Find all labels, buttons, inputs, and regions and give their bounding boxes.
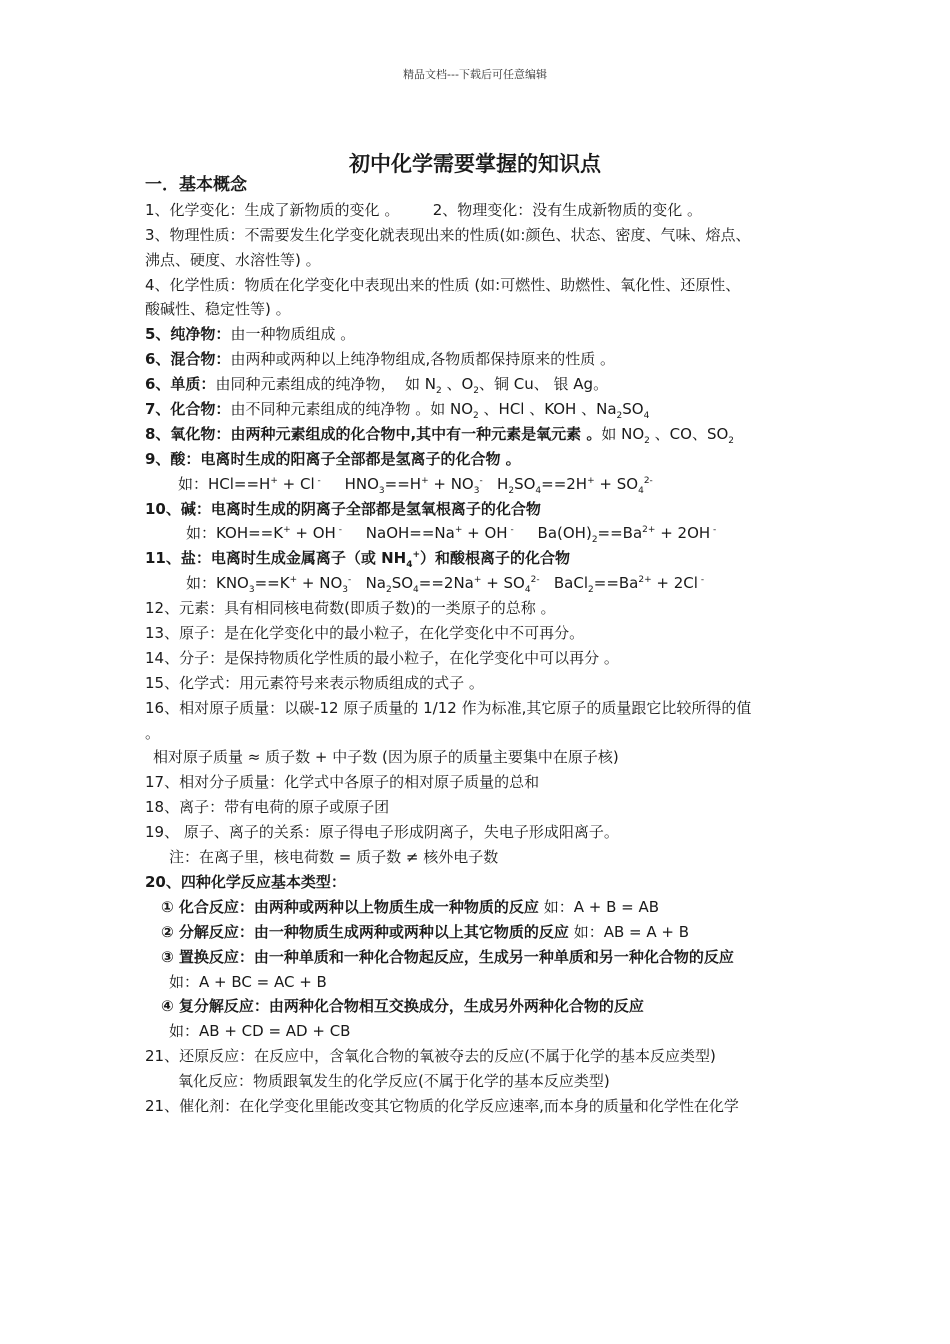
text-line: 12、元素：具有相同核电荷数(即质子数)的一类原子的总称 。 bbox=[145, 599, 556, 618]
text-line: 注：在离子里，核电荷数 = 质子数 ≠ 核外电子数 bbox=[169, 848, 499, 867]
text-line: 1、化学变化：生成了新物质的变化 。 2、物理变化：没有生成新物质的变化 。 bbox=[145, 200, 703, 219]
text-line: ① 化合反应：由两种或两种以上物质生成一种物质的反应 如：A + B = AB bbox=[161, 897, 660, 916]
text-line: 沸点、硬度、水溶性等) 。 bbox=[145, 250, 321, 269]
text-line: 氧化反应：物质跟氧发生的化学反应(不属于化学的基本反应类型) bbox=[178, 1072, 610, 1091]
text-line: 3、物理性质：不需要发生化学变化就表现出来的性质(如:颜色、状态、密度、气味、熔点、 bbox=[145, 225, 751, 244]
text-line: 如：A + BC = AC + B bbox=[169, 972, 327, 991]
document-title: 初中化学需要掌握的知识点 bbox=[349, 152, 601, 176]
text-line: 20、四种化学反应基本类型： bbox=[145, 872, 346, 891]
text-line: 13、原子：是在化学变化中的最小粒子，在化学变化中不可再分。 bbox=[145, 624, 585, 643]
text-line: 21、还原反应：在反应中，含氧化合物的氧被夺去的反应(不属于化学的基本反应类型) bbox=[145, 1047, 716, 1066]
text-line: 酸碱性、稳定性等) 。 bbox=[145, 300, 291, 319]
text-line: 相对原子质量 ≈ 质子数 + 中子数 (因为原子的质量主要集中在原子核) bbox=[153, 748, 619, 767]
text-line: 6、混合物：由两种或两种以上纯净物组成,各物质都保持原来的性质 。 bbox=[145, 350, 615, 369]
text-line: 如：HCl==H+ + Cl - $HNO_3==H^+ + NO_3^-$ $H_2SO_4==2H^+ + SO_4^{2-}$ bbox=[178, 474, 653, 496]
document-body bbox=[145, 173, 815, 1119]
text-line: 19、 原子、离子的关系：原子得电子形成阴离子，失电子形成阳离子。 bbox=[145, 823, 619, 842]
text-line: 5、纯净物：由一种物质组成 。 bbox=[145, 325, 356, 344]
page-header: 精品文档---下载后可任意编辑 bbox=[403, 68, 547, 81]
text-line: 17、相对分子质量：化学式中各原子的相对原子质量的总和 bbox=[145, 773, 540, 792]
text-line: 4、化学性质：物质在化学变化中表现出来的性质 (如:可燃性、助燃性、氧化性、还原性、 bbox=[145, 275, 741, 294]
text-line: 如：$KNO_3==K^+ + NO_3^-$ $Na_2SO_4==2Na^+ + SO_4^{2-}$ $BaCl_2==Ba^{2+} + 2Cl$ - bbox=[186, 574, 705, 596]
text-line: 11、盐：电离时生成金属离子（或 $NH_4^+$）和酸根离子的化合物 bbox=[145, 549, 571, 571]
section-heading: 一．基本概念 bbox=[145, 175, 247, 195]
text-line: 如：KOH==K+ + OH - NaOH==Na+ + OH - $Ba(OH)_2==Ba^{2+} + 2OH$ - bbox=[186, 524, 717, 546]
text-line: 6、单质：由同种元素组成的纯净物， 如 $N_2$ 、$O_2$、铜 Cu、 银 Ag。 bbox=[145, 375, 609, 397]
text-line: 18、离子：带有电荷的原子或原子团 bbox=[145, 798, 390, 817]
text-line: ② 分解反应：由一种物质生成两种或两种以上其它物质的反应 如：AB = A + B bbox=[161, 922, 690, 941]
text-line: 21、催化剂：在化学变化里能改变其它物质的化学反应速率,而本身的质量和化学性在化学 bbox=[145, 1096, 739, 1115]
text-line: 7、化合物：由不同种元素组成的纯净物 。如 $NO_2$ 、HCl 、KOH 、$Na_2SO_4$ bbox=[145, 400, 650, 422]
text-line: 16、相对原子质量：以碳-12 原子质量的 1/12 作为标准,其它原子的质量跟它比较所得的值 bbox=[145, 698, 752, 717]
text-line: 8、氧化物：由两种元素组成的化合物中,其中有一种元素是氧元素 。如 $NO_2$ 、CO、$SO_2$ bbox=[145, 424, 735, 446]
text-line: 9、酸：电离时生成的阳离子全部都是氢离子的化合物 。 bbox=[145, 449, 521, 468]
text-line: 14、分子：是保持物质化学性质的最小粒子，在化学变化中可以再分 。 bbox=[145, 648, 619, 667]
text-line: 如：AB + CD = AD + CB bbox=[169, 1022, 351, 1041]
text-line: 15、化学式：用元素符号来表示物质组成的式子 。 bbox=[145, 673, 484, 692]
text-line: ③ 置换反应：由一种单质和一种化合物起反应，生成另一种单质和另一种化合物的反应 bbox=[161, 947, 734, 966]
text-line: 10、碱：电离时生成的阴离子全部都是氢氧根离子的化合物 bbox=[145, 499, 541, 518]
text-line: 。 bbox=[145, 723, 161, 742]
text-line: ④ 复分解反应：由两种化合物相互交换成分，生成另外两种化合物的反应 bbox=[161, 997, 644, 1016]
